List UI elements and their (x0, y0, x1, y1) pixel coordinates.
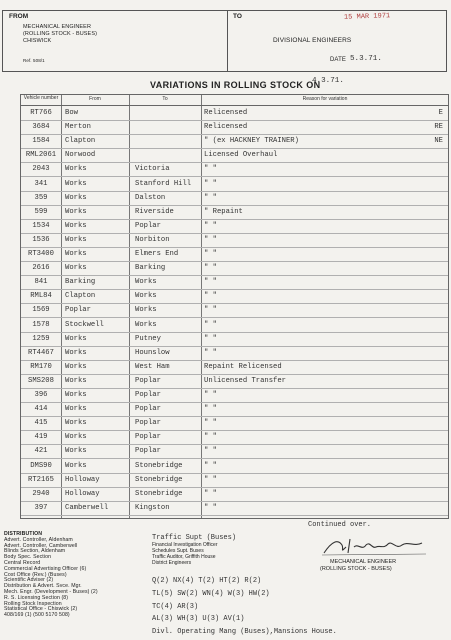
to-recipient: DIVISIONAL ENGINEERS (273, 37, 352, 44)
traffic-sub-1: Financial Investigation Officer (152, 542, 218, 548)
table-row (21, 261, 448, 276)
reason-cell: Relicensed (204, 123, 248, 132)
table-row (21, 247, 448, 262)
from-cell: Works (65, 250, 87, 258)
to-cell: Poplar (135, 221, 161, 230)
to-label: TO (233, 13, 242, 20)
vehicle-number-cell: SMS208 (28, 376, 54, 385)
table-row (21, 487, 448, 502)
vehicle-number-cell: RT3400 (28, 250, 54, 258)
reason-cell: " Repaint (204, 207, 243, 216)
col-vehicle-number: Vehicle number (23, 95, 59, 101)
vehicle-number-cell: RML2061 (25, 151, 57, 160)
reason-cell: " " (204, 475, 217, 484)
table-row (21, 444, 448, 459)
date-value: 5.3.71. (350, 55, 382, 63)
table-row (21, 162, 448, 177)
vehicle-number-cell: DMS90 (30, 461, 52, 470)
vehicle-number-cell: 414 (34, 405, 48, 414)
table-row (21, 501, 448, 516)
reason-cell: " " (204, 447, 217, 456)
reason-cell: " " (204, 405, 217, 414)
from-cell: Holloway (65, 475, 100, 484)
from-cell: Works (65, 405, 87, 414)
table-row (21, 459, 448, 474)
distribution-item: Advert. Controller, Camberwell (4, 542, 78, 549)
reason-cell: " " (204, 334, 217, 343)
distribution-item: Blinds Section, Aldenham (4, 548, 66, 555)
from-cell: Works (65, 419, 87, 428)
to-cell: Poplar (135, 376, 161, 385)
reason-cell: Licensed Overhaul (204, 151, 278, 160)
from-cell: Works (65, 348, 87, 357)
reason-cell: " " (204, 461, 217, 470)
reason-cell: " " (204, 278, 217, 287)
vehicle-number-cell: RT766 (30, 109, 52, 117)
reason-cell: " " (204, 306, 217, 315)
vehicle-number-cell: RM170 (30, 362, 52, 371)
to-cell: Barking (135, 264, 166, 273)
to-cell: Poplar (135, 419, 161, 428)
table-row (21, 360, 448, 375)
to-cell: Putney (135, 334, 161, 343)
to-cell: Works (135, 292, 157, 301)
distribution-heading: DISTRIBUTION (4, 531, 43, 537)
vehicle-number-cell: 1578 (32, 320, 50, 329)
vehicle-number-cell: 1534 (32, 221, 50, 230)
copies-line-3: TC(4) AR(3) (152, 603, 199, 611)
from-cell: Clapton (65, 137, 96, 146)
from-label: FROM (9, 13, 29, 20)
mark-cell: RE (434, 123, 443, 132)
from-cell: Norwood (65, 151, 96, 160)
copies-line-4: AL(3) WH(3) U(3) AV(1) (152, 615, 245, 623)
from-cell: Works (65, 461, 87, 470)
from-cell: Works (65, 235, 87, 244)
variations-table (20, 94, 449, 519)
traffic-sub-2: Schedules Supt. Buses (152, 548, 204, 554)
vehicle-number-cell: 341 (34, 179, 48, 188)
to-cell: Stonebridge (135, 489, 183, 498)
distribution-item: Statistical Office - Chiswick (2) (4, 606, 78, 613)
reason-cell: Repaint Relicensed (204, 362, 282, 371)
distribution-list (4, 532, 144, 619)
from-cell: Bow (65, 109, 78, 117)
divl-operating: Divl. Operating Mang (Buses),Mansions House. (152, 628, 337, 636)
reason-cell: Relicensed (204, 109, 248, 117)
table-row (21, 416, 448, 431)
to-cell: Elmers End (135, 250, 179, 258)
reason-cell: " " (204, 221, 217, 230)
vehicle-number-cell: 421 (34, 447, 48, 456)
table-row (21, 430, 448, 445)
from-cell: Works (65, 179, 87, 188)
table-row (21, 177, 448, 192)
from-cell: Poplar (65, 306, 91, 315)
table-row (21, 374, 448, 389)
vehicle-number-cell: RML84 (30, 292, 52, 301)
reason-cell: " " (204, 292, 217, 301)
date-label: DATE (330, 57, 346, 63)
traffic-sub-4: District Engineers (152, 560, 192, 566)
table-row (21, 346, 448, 361)
reason-cell: " " (204, 391, 217, 399)
continued-over: Continued over. (308, 521, 372, 529)
from-cell: Works (65, 334, 87, 343)
table-row (21, 148, 448, 163)
from-cell: Works (65, 264, 87, 273)
reason-cell: " " (204, 193, 217, 202)
reason-cell: " " (204, 433, 217, 442)
to-cell: Stanford Hill (135, 179, 192, 188)
table-row (21, 106, 448, 121)
from-cell: Works (65, 391, 87, 399)
ref-number: Ref. 508/1 (23, 58, 45, 63)
table-row (21, 303, 448, 318)
from-cell: Works (65, 207, 87, 216)
reason-cell: " (ex HACKNEY TRAINER) (204, 137, 299, 146)
table-row (21, 289, 448, 304)
distribution-item: Central Record (4, 559, 41, 566)
from-cell: Works (65, 376, 87, 385)
from-cell: Works (65, 433, 87, 442)
col-reason: Reason for variation (302, 96, 348, 102)
vehicle-number-cell: 1569 (32, 306, 50, 315)
col-to: To (162, 96, 168, 102)
from-cell: Works (65, 221, 87, 230)
copies-line-2: TL(5) SW(2) WN(4) W(3) HW(2) (152, 590, 270, 598)
from-cell: Stockwell (65, 320, 104, 329)
copies-line-1: Q(2) NX(4) T(2) HT(2) R(2) (152, 577, 262, 585)
vehicle-number-cell: 415 (34, 419, 48, 428)
signature-block (312, 527, 437, 597)
distribution-item: R. S. Licensing Section (8) (4, 594, 69, 601)
reason-cell: " " (204, 419, 217, 428)
table-row (21, 318, 448, 333)
distribution-item: Rolling Stock Inspection (4, 600, 62, 607)
vehicle-number-cell: 419 (34, 433, 48, 442)
table-row (21, 402, 448, 417)
reason-cell: Unlicensed Transfer (204, 376, 286, 385)
traffic-supt: Traffic Supt (Buses) (152, 534, 237, 542)
reason-cell: " " (204, 264, 217, 273)
col-from: From (89, 96, 101, 102)
reason-cell: " " (204, 503, 217, 512)
to-cell: Poplar (135, 447, 161, 456)
from-line-2: (ROLLING STOCK - BUSES) (23, 31, 98, 37)
to-cell: Norbiton (135, 235, 170, 244)
vehicle-number-cell: 599 (34, 207, 48, 216)
to-cell: Riverside (135, 207, 174, 216)
title-date: 4.3.71. (312, 77, 344, 85)
distribution-item: Scientific Adviser (2) (4, 577, 54, 584)
from-line-1: MECHANICAL ENGINEER (23, 24, 92, 30)
table-row (21, 473, 448, 488)
to-cell: Hounslow (135, 348, 170, 357)
reason-cell: " " (204, 235, 217, 244)
table-row (21, 233, 448, 248)
from-cell: Merton (65, 123, 91, 132)
vehicle-number-cell: RT4467 (28, 348, 54, 357)
reason-cell: " " (204, 250, 217, 258)
to-cell: Works (135, 278, 157, 287)
vehicle-number-cell: 1259 (32, 334, 50, 343)
from-line-3: CHISWICK (23, 38, 52, 44)
distribution-item: Body Spec. Section (4, 554, 52, 561)
mark-cell: E (438, 109, 443, 117)
from-cell: Camberwell (65, 503, 109, 512)
vehicle-number-cell: 397 (34, 503, 48, 512)
from-cell: Works (65, 362, 87, 371)
to-cell: Dalston (135, 193, 166, 202)
to-cell: Stonebridge (135, 475, 183, 484)
to-cell: Poplar (135, 391, 161, 399)
vehicle-number-cell: 841 (34, 278, 48, 287)
to-cell: Kingston (135, 503, 170, 512)
sig-title-1: MECHANICAL ENGINEER (330, 559, 397, 565)
distribution-item: Advert. Controller, Aldenham (4, 536, 73, 543)
distribution-item: Cost Office (Rev.) (Buses) (4, 571, 67, 578)
table-row (21, 332, 448, 347)
reason-cell: " " (204, 489, 217, 498)
vehicle-number-cell: 359 (34, 193, 48, 202)
table-row (21, 275, 448, 290)
reason-cell: " " (204, 165, 217, 174)
distribution-item: Distribution & Advert. Svce. Mgr. (4, 583, 82, 590)
sig-title-2: (ROLLING STOCK - BUSES) (320, 566, 392, 572)
reason-cell: " " (204, 179, 217, 188)
from-cell: Works (65, 447, 87, 456)
signature (322, 535, 427, 557)
table-row (21, 120, 448, 135)
from-cell: Holloway (65, 489, 100, 498)
from-cell: Barking (65, 278, 96, 287)
to-cell: Victoria (135, 165, 170, 174)
vehicle-number-cell: 3684 (32, 123, 50, 132)
to-cell: Poplar (135, 405, 161, 414)
vehicle-number-cell: 396 (34, 391, 48, 399)
to-cell: Works (135, 320, 157, 329)
page-title: VARIATIONS IN ROLLING STOCK ON (150, 80, 321, 90)
from-cell: Works (65, 193, 87, 202)
table-row (21, 134, 448, 149)
distribution-item: 408/169 (1) (500 5170 508) (4, 612, 70, 619)
table-row (21, 191, 448, 206)
distribution-item: Mech. Engr. (Development - Buses) (2) (4, 588, 98, 595)
to-cell: West Ham (135, 362, 170, 371)
vehicle-number-cell: RT2165 (28, 475, 54, 484)
traffic-sub-3: Traffic Auditor, Griffith House (152, 554, 216, 560)
table-row (21, 205, 448, 220)
table-row (21, 388, 448, 403)
to-cell: Poplar (135, 433, 161, 442)
vehicle-number-cell: 1536 (32, 235, 50, 244)
from-cell: Works (65, 165, 87, 174)
to-cell: Stonebridge (135, 461, 183, 470)
vehicle-number-cell: 2616 (32, 264, 50, 273)
from-cell: Clapton (65, 292, 96, 301)
to-cell: Works (135, 306, 157, 315)
vehicle-number-cell: 2940 (32, 489, 50, 498)
vehicle-number-cell: 1584 (32, 137, 50, 146)
mark-cell: NE (434, 137, 443, 146)
reason-cell: " " (204, 348, 217, 357)
table-row (21, 219, 448, 234)
distribution-item: Commercial Advertising Officer (6) (4, 565, 87, 572)
vehicle-number-cell: 2043 (32, 165, 50, 174)
received-stamp: 15 MAR 1971 (343, 12, 391, 22)
reason-cell: " " (204, 320, 217, 329)
